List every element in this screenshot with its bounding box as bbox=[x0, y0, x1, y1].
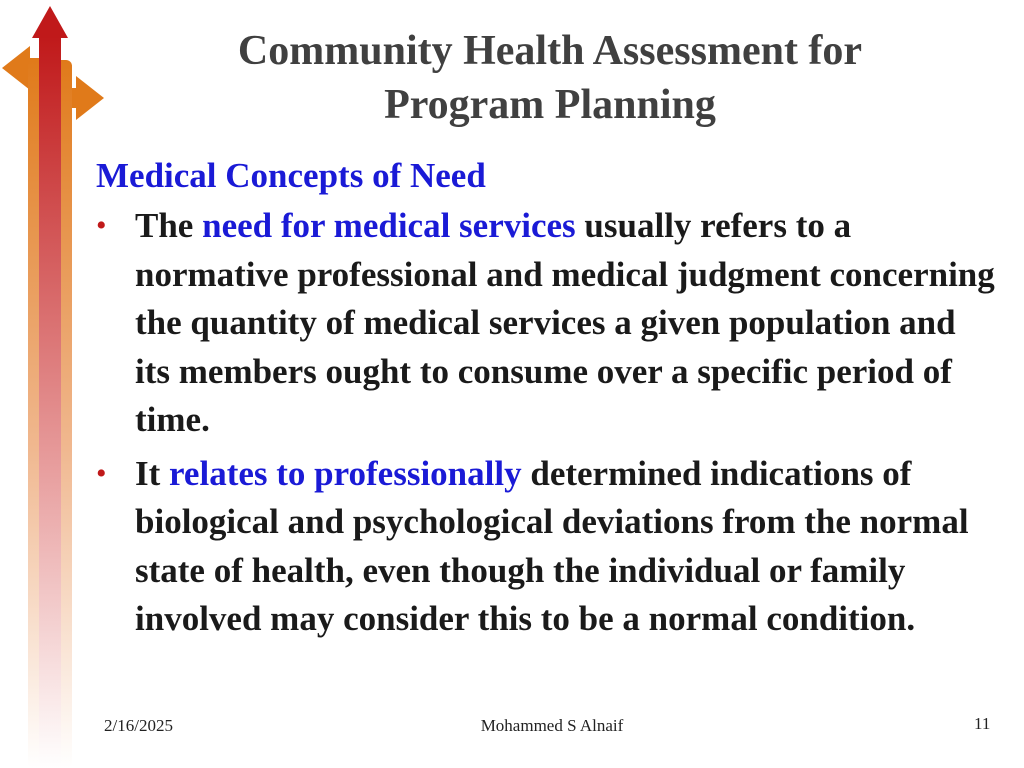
footer-author: Mohammed S Alnaif bbox=[480, 716, 624, 735]
subheading: Medical Concepts of Need bbox=[96, 156, 486, 195]
bullet-text-post: usually refers to a normative professional and medical judgment concerning the quantity of medical services a given population and its members ought to consume over a specific period of time. bbox=[135, 206, 995, 439]
bullet-text-post: determined indications of biological and psychological deviations from the normal state of health, even though the individual or family involved may consider this to be a normal condition. bbox=[135, 453, 969, 638]
bullet-item bbox=[96, 450, 996, 644]
bullet-icon: • bbox=[96, 456, 107, 490]
page-number: 11 bbox=[974, 714, 991, 733]
bullet-icon: • bbox=[96, 209, 107, 242]
slide-title bbox=[120, 24, 980, 132]
title-line-2: Program Planning bbox=[384, 82, 716, 128]
bullet-item bbox=[96, 202, 996, 445]
bullet-highlight: need for medical services bbox=[202, 206, 576, 245]
bullet-highlight: relates to professionally bbox=[169, 453, 522, 493]
up-arrow-icon bbox=[32, 6, 68, 38]
bullet-text-pre: It bbox=[135, 453, 170, 493]
footer-date: 2/16/2025 bbox=[104, 716, 173, 735]
arrow-decoration bbox=[0, 0, 110, 768]
slide-body bbox=[96, 154, 996, 649]
bullet-list bbox=[96, 202, 996, 644]
bullet-text-pre: The bbox=[135, 206, 203, 245]
title-line-1: Community Health Assessment for bbox=[237, 28, 863, 74]
